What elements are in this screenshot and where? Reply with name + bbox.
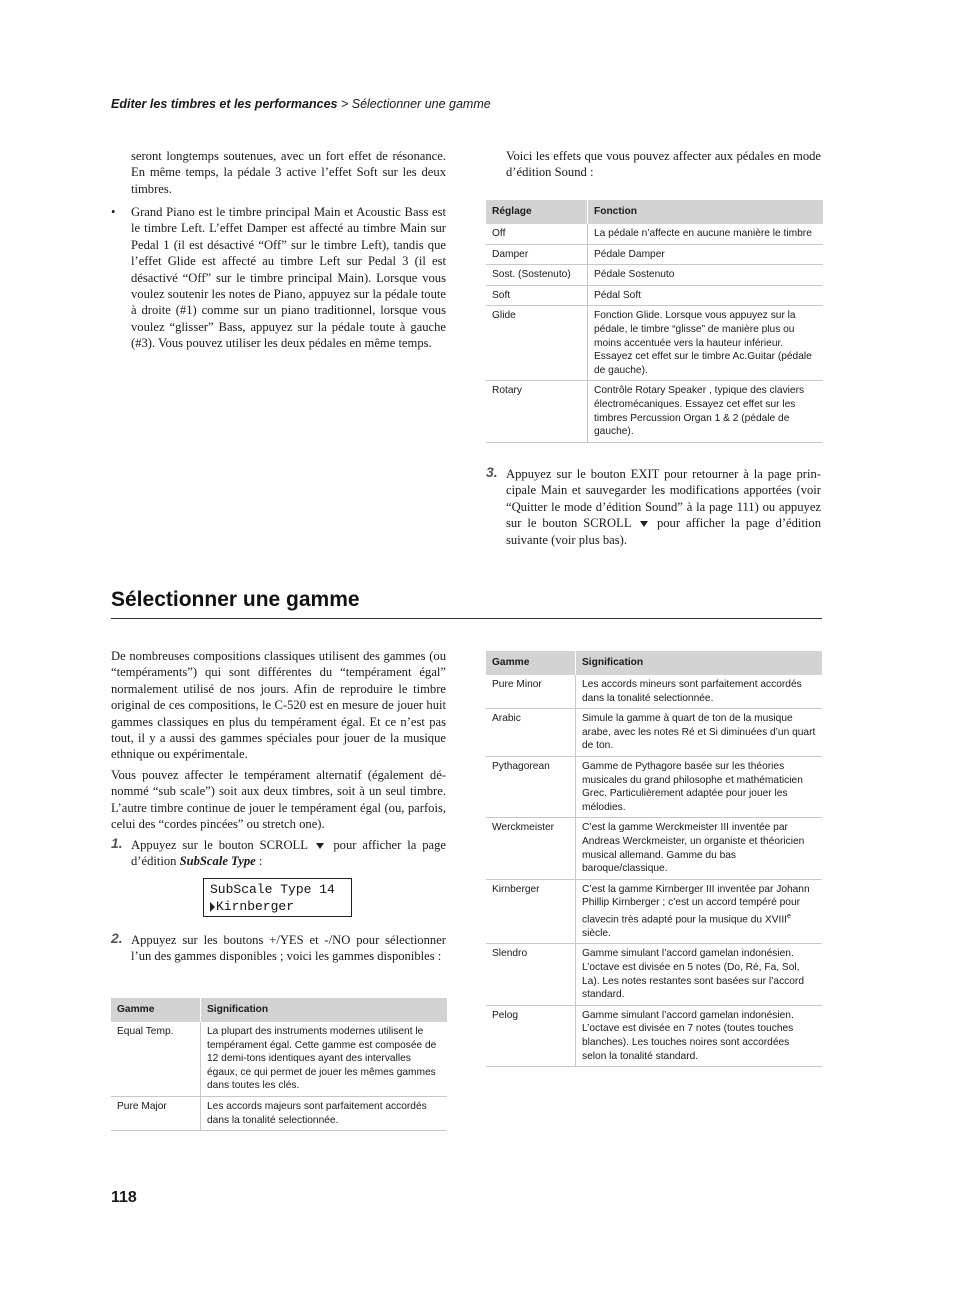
table-row	[486, 879, 822, 944]
pedal-setting-cell: Soft	[486, 285, 588, 306]
pedal-function-cell: Pédal Soft	[588, 285, 824, 306]
table-row	[486, 265, 823, 286]
continued-paragraph: seront longtemps soutenues, avec un fort effet de résonance. En même temps, la pédale 3 active l’effet Soft sur les deux timbres.	[131, 149, 446, 196]
bullet-symbol: •	[111, 205, 116, 219]
scale-meaning-cell: Simule la gamme à quart de ton de la musique arabe, avec les notes Ré et Si diminuées d’un quart de ton.	[576, 709, 823, 757]
scale-name-cell: Equal Temp.	[111, 1022, 201, 1096]
pedal-table	[486, 200, 823, 443]
pedal-setting-cell: Damper	[486, 244, 588, 265]
table-row	[111, 1096, 447, 1130]
subscale-type-label: SubScale Type	[179, 854, 256, 869]
pedal-function-cell: Pédale Sostenuto	[588, 265, 824, 286]
scale-meaning-cell: La plupart des instruments modernes utilisent le tempérament égal. Cette gamme est composée de 12 demi-tons identiques ayant des intervalles égaux, ce qui permet de jouer les mêmes gammes dans toutes les clés.	[201, 1022, 448, 1096]
table-row	[486, 709, 822, 757]
pedal-function-cell: Pédale Damper	[588, 244, 824, 265]
scroll-down-arrow-icon	[316, 843, 324, 849]
step-1-text: Appuyez sur le bouton SCROLL pour afficher la page d’édition SubScale Type :	[131, 838, 446, 869]
lcd-line-2: Kirnberger	[210, 898, 351, 915]
scale-meaning-cell: Les accords mineurs sont parfaitement accordés dans la tonalité selectionnée.	[576, 675, 823, 709]
scale-name-cell: Pelog	[486, 1005, 576, 1066]
pedal-setting-cell: Glide	[486, 306, 588, 381]
scale-name-cell: Pure Minor	[486, 675, 576, 709]
scale-table-header-signification: Signification	[576, 651, 823, 675]
pedal-setting-cell: Off	[486, 224, 588, 244]
scale-name-cell: Pythagorean	[486, 756, 576, 817]
scale-table-left-wrapper	[111, 998, 447, 1131]
scale-meaning-cell: C’est la gamme Werckmeister III inventée par Andreas Werckmeister, un organiste et théoricien musical allemand. Gamme du bas baroque/classique.	[576, 818, 823, 879]
table-row	[111, 1022, 447, 1096]
section-divider	[111, 618, 822, 619]
header-section: Editer les timbres et les performances	[111, 97, 338, 111]
table-row	[486, 381, 823, 442]
lcd-line-1: SubScale Type 14	[210, 882, 335, 897]
scale-name-cell: Arabic	[486, 709, 576, 757]
pedal-table-header-function: Fonction	[588, 200, 824, 224]
scale-table-header-gamme: Gamme	[111, 998, 201, 1022]
scale-table-header-gamme: Gamme	[486, 651, 576, 675]
pedal-intro: Voici les effets que vous pouvez affecter aux pédales en mode d’édition Sound :	[506, 149, 821, 180]
step-3-number: 3.	[486, 464, 498, 480]
table-row	[486, 818, 822, 879]
scale-meaning-cell: Gamme de Pythagore basée sur les théories musicales du grand philosophe et mathématicien Grec. Particulièrement adaptée pour jouer les mélodies.	[576, 756, 823, 817]
table-row	[486, 675, 822, 709]
lcd-display	[203, 878, 352, 917]
table-row	[486, 244, 823, 265]
section-title: Sélectionner une gamme	[111, 588, 360, 611]
pedal-function-cell: La pédale n’affecte en aucune manière le timbre	[588, 224, 824, 244]
scale-meaning-cell: C’est la gamme Kirnberger III inventée par Johann Phillip Kirnberger ; c’est un accord tempéré pour clavecin très adapté pour la musique du XVIIIe siècle.	[576, 879, 823, 944]
step-2-number: 2.	[111, 930, 123, 946]
scale-name-cell: Kirnberger	[486, 879, 576, 944]
scale-table-right	[486, 651, 822, 1067]
pedal-setting-cell: Rotary	[486, 381, 588, 442]
table-row	[486, 944, 822, 1005]
table-row	[486, 224, 823, 244]
table-row	[486, 756, 822, 817]
page-number: 118	[111, 1189, 137, 1206]
scale-table-right-wrapper	[486, 651, 822, 1067]
running-header	[111, 97, 491, 111]
pedal-table-wrapper	[486, 200, 823, 443]
step-2-text: Appuyez sur les boutons +/YES et -/NO pour sélectionner l’un des gammes disponibles ; voici les gammes disponibles :	[131, 933, 446, 964]
scale-table-header-signification: Signification	[201, 998, 448, 1022]
pedal-table-header-setting: Réglage	[486, 200, 588, 224]
cursor-arrow-icon	[210, 902, 215, 912]
section-paragraph-2: Vous pouvez affecter le tempérament alternatif (également dénommé “sub scale”) soit aux deux timbres, soit à un seul timbre. L’autre timbre continue de jouer le tempérament égal (ou, parfois, celui des “cordes pincées” ou stretch one).	[111, 768, 446, 832]
bullet-item	[111, 204, 446, 352]
scale-meaning-cell: Gamme simulant l’accord gamelan indonésien. L’octave est divisée en 7 notes (toutes touches blanches). Les touches noires sont accordées selon la tonalité standard.	[576, 1005, 823, 1066]
scale-name-cell: Slendro	[486, 944, 576, 1005]
pedal-function-cell: Contrôle Rotary Speaker , typique des claviers électromécaniques. Essayez cet effet sur les timbres Percussion Organ 1 & 2 (pédale de gauche).	[588, 381, 824, 442]
table-row	[486, 285, 823, 306]
section-paragraph-1: De nombreuses compositions classiques utilisent des gammes (ou “tempéraments”) qui sont différentes du “tempérament égal” normalement utilisé de nos jours. Afin de reproduire le timbre original de ces compositions, le C-520 est en mesure de jouer huit gammes classiques en plus du tempérament égal. Et ce n’est pas tout, il y a aussi des gammes spéciales pour jouer de la musique ethnique ou expérimentale.	[111, 649, 446, 762]
scale-name-cell: Pure Major	[111, 1096, 201, 1130]
scroll-down-arrow-icon	[640, 521, 648, 527]
table-row	[486, 306, 823, 381]
scale-table-left	[111, 998, 447, 1131]
header-separator: >	[337, 97, 352, 111]
pedal-function-cell: Fonction Glide. Lorsque vous appuyez sur la pédale, le timbre “glisse” de manière plus ou moins accentuée vers la hauteur inférieur. Essayez cet effet sur le timbre Ac.Guitar (pédale de gauche).	[588, 306, 824, 381]
step-1-number: 1.	[111, 835, 123, 851]
pedal-setting-cell: Sost. (Sostenuto)	[486, 265, 588, 286]
bullet-paragraph: Grand Piano est le timbre principal Main et Acoustic Bass est le timbre Left. L’effet Damper est affecté au timbre Main sur Pedal 1 (il est désactivé “Off” sur le timbre Left), tandis que l’effet Glide est affecté au timbre Left sur Pedal 3 (il est désactivé “Off” sur le timbre principal Main). Lorsque vous voulez soutenir les notes de Piano, appuyez sur la pédale toute à droite (#1) comme sur un piano traditionnel, lorsque vous voulez “glisser” Bass, appuyez sur la pédale toute à gauche (#3). Vous pouvez utiliser les deux pédales en même temps.	[131, 205, 446, 351]
header-subsection: Sélectionner une gamme	[351, 97, 491, 111]
scale-meaning-cell: Les accords majeurs sont parfaitement accordés dans la tonalité selectionnée.	[201, 1096, 448, 1130]
scale-meaning-cell: Gamme simulant l’accord gamelan indonésien. L’octave est divisée en 5 notes (Do, Ré, Fa, Sol, La). Les notes restantes sont basées sur l’accord standard.	[576, 944, 823, 1005]
table-row	[486, 1005, 822, 1066]
step-3-text: Appuyez sur le bouton EXIT pour retourner à la page principale Main et sauvegarder les modifications apportées (voir “Quitter le mode d’édition Sound” à la page 111) ou appuyez sur le bouton SCROLL pour afficher la page d’édition suivante (voir plus bas).	[506, 467, 821, 547]
scale-name-cell: Werckmeister	[486, 818, 576, 879]
